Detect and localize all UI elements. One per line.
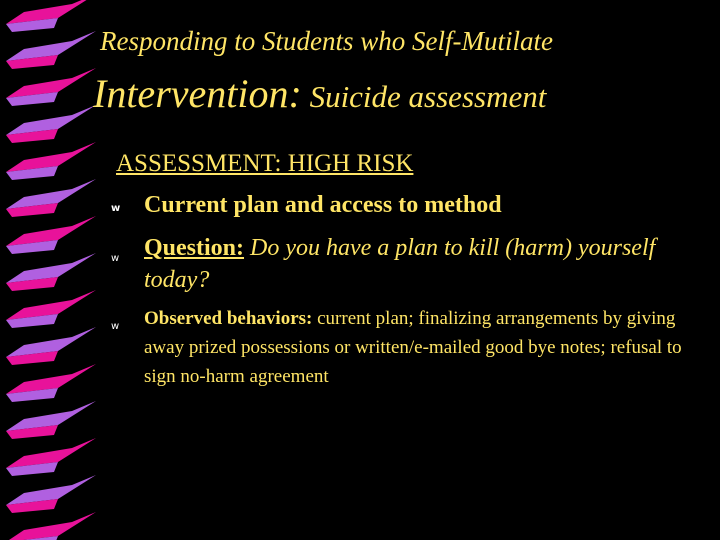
bullet-icon: w: [111, 253, 120, 264]
bullet-text: [144, 232, 711, 296]
bullet-item: [111, 232, 711, 296]
bullet-item: [111, 192, 711, 219]
bullet-text: [144, 304, 711, 391]
slide-title: Responding to Students who Self-Mutilate: [100, 26, 553, 56]
bullet-item: [111, 304, 711, 391]
bullet-body: Do you have a plan to kill (harm) yourself today?: [144, 235, 656, 293]
bullet-body: current plan; finalizing arrangements by giving away prized possessions or written/e-mailed good bye notes; refusal to sign no-harm agreement: [144, 308, 682, 387]
bullet-icon: w: [111, 321, 120, 332]
slide-subtitle: [93, 70, 546, 117]
section-heading: ASSESSMENT: HIGH RISK: [116, 150, 414, 177]
subtitle-rest: Suicide assessment: [301, 79, 547, 114]
bullet-text: Current plan and access to method: [144, 192, 502, 218]
ribbon-segment: [6, 512, 96, 540]
bullet-label: Observed behaviors:: [144, 308, 313, 329]
bullet-icon: w: [111, 203, 121, 214]
bullet-label: Question:: [144, 235, 245, 261]
subtitle-main: Intervention:: [93, 71, 302, 116]
